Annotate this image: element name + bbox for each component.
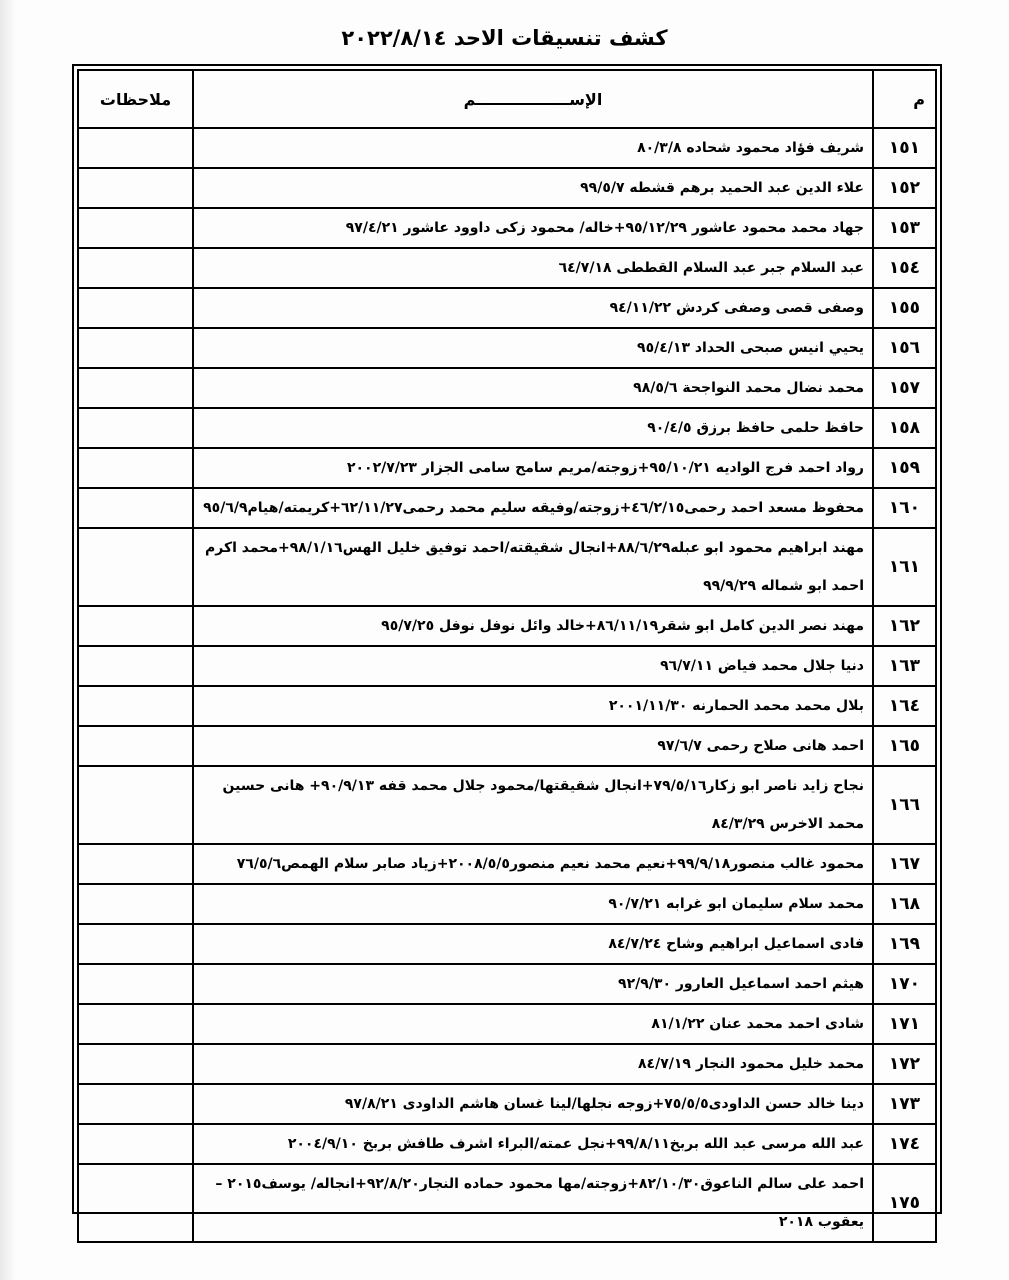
row-name: احمد على سالم الناعوق٨٢/١٠/٣٠+زوجته/مها محمود حماده النجار٩٢/٨/٢٠+انجاله/ يوسف٢٠١٥ – يعقوب ٢٠١٨: [193, 1164, 873, 1242]
table-row: [78, 1004, 936, 1044]
row-notes: [78, 128, 193, 168]
table-row: [78, 1164, 936, 1242]
row-number: ١٦٤: [873, 686, 936, 726]
page-title: كشف تنسيقات الاحد ٢٠٢٢/٨/١٤: [341, 26, 668, 50]
row-name: شادى احمد محمد عنان ٨١/١/٢٢: [193, 1004, 873, 1044]
row-number: ١٥٣: [873, 208, 936, 248]
row-name: دينا خالد حسن الداودى٧٥/٥/٥+زوجه نجلها/لينا غسان هاشم الداودى ٩٧/٨/٢١: [193, 1084, 873, 1124]
row-notes: [78, 328, 193, 368]
row-notes: [78, 884, 193, 924]
row-notes: [78, 408, 193, 448]
table-row: [78, 726, 936, 766]
row-notes: [78, 646, 193, 686]
row-notes: [78, 288, 193, 328]
row-notes: [78, 766, 193, 844]
header-name: الإســـــــــــــــــم: [193, 70, 873, 128]
row-number: ١٦٦: [873, 766, 936, 844]
row-name: فادى اسماعيل ابراهيم وشاح ٨٤/٧/٢٤: [193, 924, 873, 964]
row-number: ١٦٢: [873, 606, 936, 646]
names-table: [77, 69, 937, 1243]
row-number: ١٦٨: [873, 884, 936, 924]
table-header-row: [78, 70, 936, 128]
row-name: حافظ حلمى حافظ برزق ٩٠/٤/٥: [193, 408, 873, 448]
table-row: [78, 1084, 936, 1124]
row-name: محمود غالب منصور٩٩/٩/١٨+نعيم محمد نعيم منصور٢٠٠٨/٥/٥+زياد صابر سلام الهمص٧٦/٥/٦: [193, 844, 873, 884]
header-number: م: [873, 70, 936, 128]
header-notes: ملاحظات: [78, 70, 193, 128]
table-body: [78, 128, 936, 1242]
row-number: ١٥٦: [873, 328, 936, 368]
row-name: عبد الله مرسى عبد الله بربخ٩٩/٨/١١+نجل عمته/البراء اشرف طافش بربخ ٢٠٠٤/٩/١٠: [193, 1124, 873, 1164]
row-notes: [78, 726, 193, 766]
row-name: محفوظ مسعد احمد رحمى٤٦/٢/١٥+زوجته/وفيقه سليم محمد رحمى٦٢/١١/٢٧+كريمته/هيام٩٥/٦/٩: [193, 488, 873, 528]
row-notes: [78, 1164, 193, 1242]
row-name: محمد نضال محمد النواجحة ٩٨/٥/٦: [193, 368, 873, 408]
row-number: ١٥٧: [873, 368, 936, 408]
table-row: [78, 328, 936, 368]
row-notes: [78, 1124, 193, 1164]
table-row: [78, 528, 936, 606]
table-row: [78, 408, 936, 448]
row-name: محمد سلام سليمان ابو غرابه ٩٠/٧/٢١: [193, 884, 873, 924]
table-row: [78, 208, 936, 248]
table-row: [78, 844, 936, 884]
row-notes: [78, 488, 193, 528]
table-row: [78, 488, 936, 528]
table-row: [78, 1124, 936, 1164]
table-row: [78, 964, 936, 1004]
row-name: جهاد محمد محمود عاشور ٩٥/١٢/٢٩+خاله/ محمود زكى داوود عاشور ٩٧/٤/٢١: [193, 208, 873, 248]
row-number: ١٥١: [873, 128, 936, 168]
row-name: هيثم احمد اسماعيل العارور ٩٢/٩/٣٠: [193, 964, 873, 1004]
row-name: مهند نصر الدين كامل ابو شقر٨٦/١١/١٩+خالد وائل نوفل نوفل ٩٥/٧/٢٥: [193, 606, 873, 646]
row-number: ١٥٢: [873, 168, 936, 208]
row-notes: [78, 168, 193, 208]
row-number: ١٦٩: [873, 924, 936, 964]
page-shadow: [0, 0, 16, 1280]
row-name: وصفى قصى وصفى كردش ٩٤/١١/٢٢: [193, 288, 873, 328]
table-row: [78, 288, 936, 328]
row-name: شريف فؤاد محمود شحاده ٨٠/٣/٨: [193, 128, 873, 168]
row-notes: [78, 248, 193, 288]
row-number: ١٥٨: [873, 408, 936, 448]
row-notes: [78, 964, 193, 1004]
table-row: [78, 168, 936, 208]
row-name: مهند ابراهيم محمود ابو عبله٨٨/٦/٢٩+انجال شقيقته/احمد توفيق خليل الهس٩٨/١/١٦+محمد اكرم احمد ابو شماله ٩٩/٩/٢٩: [193, 528, 873, 606]
row-name: نجاح زايد ناصر ابو زكار٧٩/٥/١٦+انجال شقيقتها/محمود جلال محمد قفه ٩٠/٩/١٣+ هانى حسين محمد الاخرس ٨٤/٣/٢٩: [193, 766, 873, 844]
row-notes: [78, 528, 193, 606]
row-number: ١٦٣: [873, 646, 936, 686]
row-number: ١٥٩: [873, 448, 936, 488]
row-number: ١٥٤: [873, 248, 936, 288]
coordination-sheet: [72, 64, 942, 1230]
row-number: ١٧١: [873, 1004, 936, 1044]
row-notes: [78, 368, 193, 408]
table-row: [78, 766, 936, 844]
row-name: احمد هانى صلاح رحمى ٩٧/٦/٧: [193, 726, 873, 766]
row-notes: [78, 448, 193, 488]
row-number: ١٧٣: [873, 1084, 936, 1124]
table-row: [78, 448, 936, 488]
row-name: يحيي انيس صبحى الحداد ٩٥/٤/١٣: [193, 328, 873, 368]
row-notes: [78, 924, 193, 964]
table-row: [78, 368, 936, 408]
row-number: ١٧٢: [873, 1044, 936, 1084]
row-name: علاء الدين عبد الحميد برهم قشطه ٩٩/٥/٧: [193, 168, 873, 208]
table-row: [78, 1044, 936, 1084]
row-number: ١٧٥: [873, 1164, 936, 1242]
row-notes: [78, 1004, 193, 1044]
row-notes: [78, 208, 193, 248]
row-notes: [78, 1084, 193, 1124]
row-number: ١٦٠: [873, 488, 936, 528]
table-row: [78, 248, 936, 288]
row-name: محمد خليل محمود النجار ٨٤/٧/١٩: [193, 1044, 873, 1084]
table-row: [78, 884, 936, 924]
table-row: [78, 128, 936, 168]
row-number: ١٥٥: [873, 288, 936, 328]
row-name: عبد السلام جبر عبد السلام القططى ٦٤/٧/١٨: [193, 248, 873, 288]
table-row: [78, 646, 936, 686]
table-row: [78, 606, 936, 646]
table-row: [78, 924, 936, 964]
row-number: ١٧٤: [873, 1124, 936, 1164]
row-notes: [78, 844, 193, 884]
row-notes: [78, 686, 193, 726]
row-number: ١٧٠: [873, 964, 936, 1004]
table-row: [78, 686, 936, 726]
row-number: ١٦٥: [873, 726, 936, 766]
row-notes: [78, 606, 193, 646]
row-notes: [78, 1044, 193, 1084]
row-name: رواد احمد فرج الواديه ٩٥/١٠/٢١+زوجته/مريم سامح سامى الجزار ٢٠٠٢/٧/٢٣: [193, 448, 873, 488]
row-number: ١٦١: [873, 528, 936, 606]
row-name: بلال محمد محمد الحمارنه ٢٠٠١/١١/٣٠: [193, 686, 873, 726]
row-number: ١٦٧: [873, 844, 936, 884]
row-name: دنيا جلال محمد فياض ٩٦/٧/١١: [193, 646, 873, 686]
